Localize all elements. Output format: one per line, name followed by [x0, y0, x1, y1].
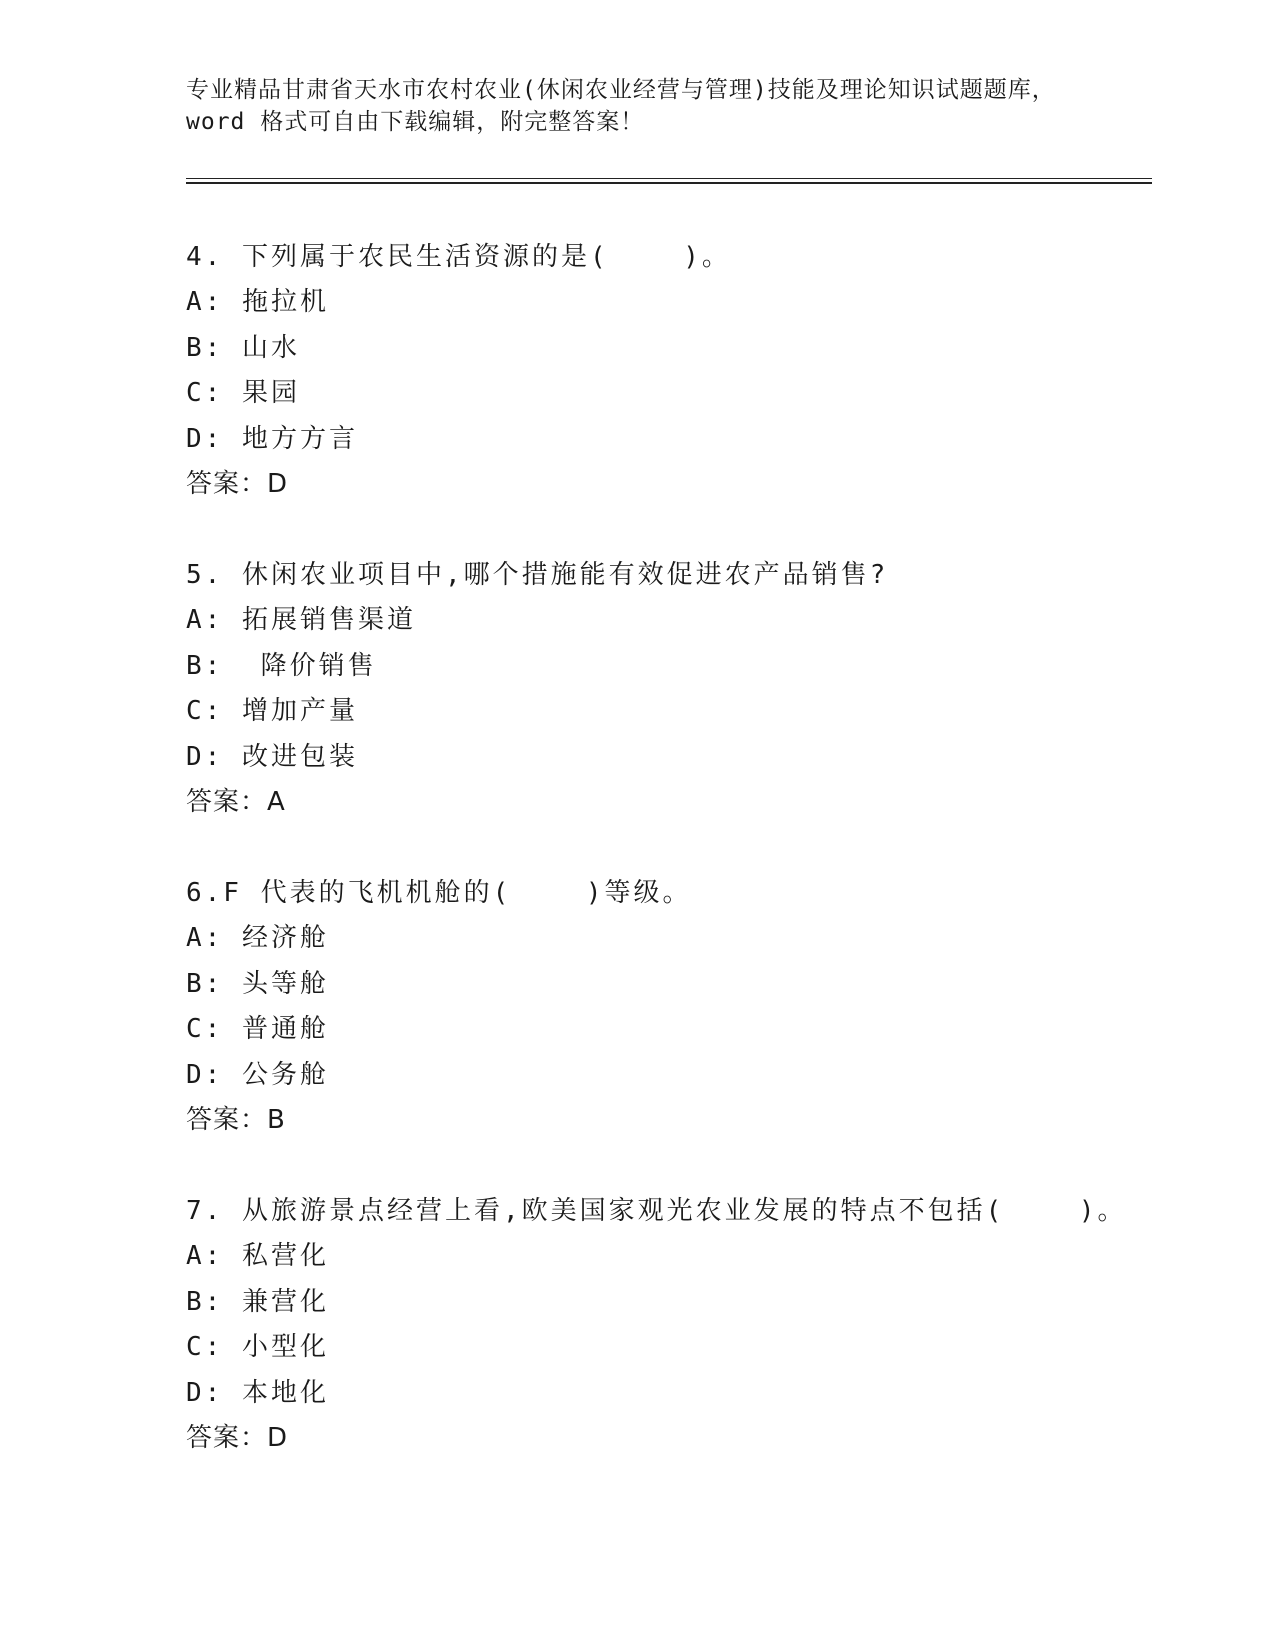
- question-4: [186, 234, 1146, 508]
- header-divider-thin: [186, 178, 1152, 179]
- option-c: C: 增加产量: [186, 696, 358, 726]
- question-5: [186, 552, 1146, 826]
- option-d: D: 本地化: [186, 1377, 329, 1408]
- question-7: [186, 1188, 1146, 1462]
- option-c: C: 普通舱: [186, 1014, 329, 1044]
- answer-line: 答案：B: [186, 1105, 286, 1135]
- option-b: B: 山水: [186, 332, 300, 363]
- option-b: B: 兼营化: [186, 1286, 329, 1317]
- option-d: D: 改进包装: [186, 741, 358, 772]
- question-stem: 7. 从旅游景点经营上看,欧美国家观光农业发展的特点不包括( )。: [186, 1196, 1127, 1226]
- question-stem: 5. 休闲农业项目中,哪个措施能有效促进农产品销售?: [186, 560, 889, 590]
- option-b: B: 头等舱: [186, 968, 329, 999]
- option-c: C: 小型化: [186, 1332, 329, 1362]
- option-a: A: 私营化: [186, 1241, 329, 1271]
- option-c: C: 果园: [186, 378, 300, 408]
- answer-line: 答案：D: [186, 469, 289, 499]
- document-header: [186, 74, 1086, 138]
- option-d: D: 地方方言: [186, 423, 358, 454]
- header-line-1: 专业精品甘肃省天水市农村农业(休闲农业经营与管理)技能及理论知识试题题库，: [186, 77, 1056, 103]
- option-a: A: 拖拉机: [186, 287, 329, 317]
- answer-line: 答案：A: [186, 787, 286, 817]
- option-a: A: 拓展销售渠道: [186, 605, 416, 635]
- option-a: A: 经济舱: [186, 923, 329, 953]
- question-stem: 4. 下列属于农民生活资源的是( )。: [186, 242, 731, 272]
- header-divider-thick: [186, 182, 1152, 184]
- header-line-2: word 格式可自由下载编辑，附完整答案！: [186, 109, 645, 135]
- answer-line: 答案：D: [186, 1423, 289, 1453]
- question-6: [186, 870, 1146, 1144]
- option-b: B: 降价销售: [186, 650, 377, 681]
- question-stem: 6.F 代表的飞机机舱的( )等级。: [186, 878, 692, 908]
- option-d: D: 公务舱: [186, 1059, 329, 1090]
